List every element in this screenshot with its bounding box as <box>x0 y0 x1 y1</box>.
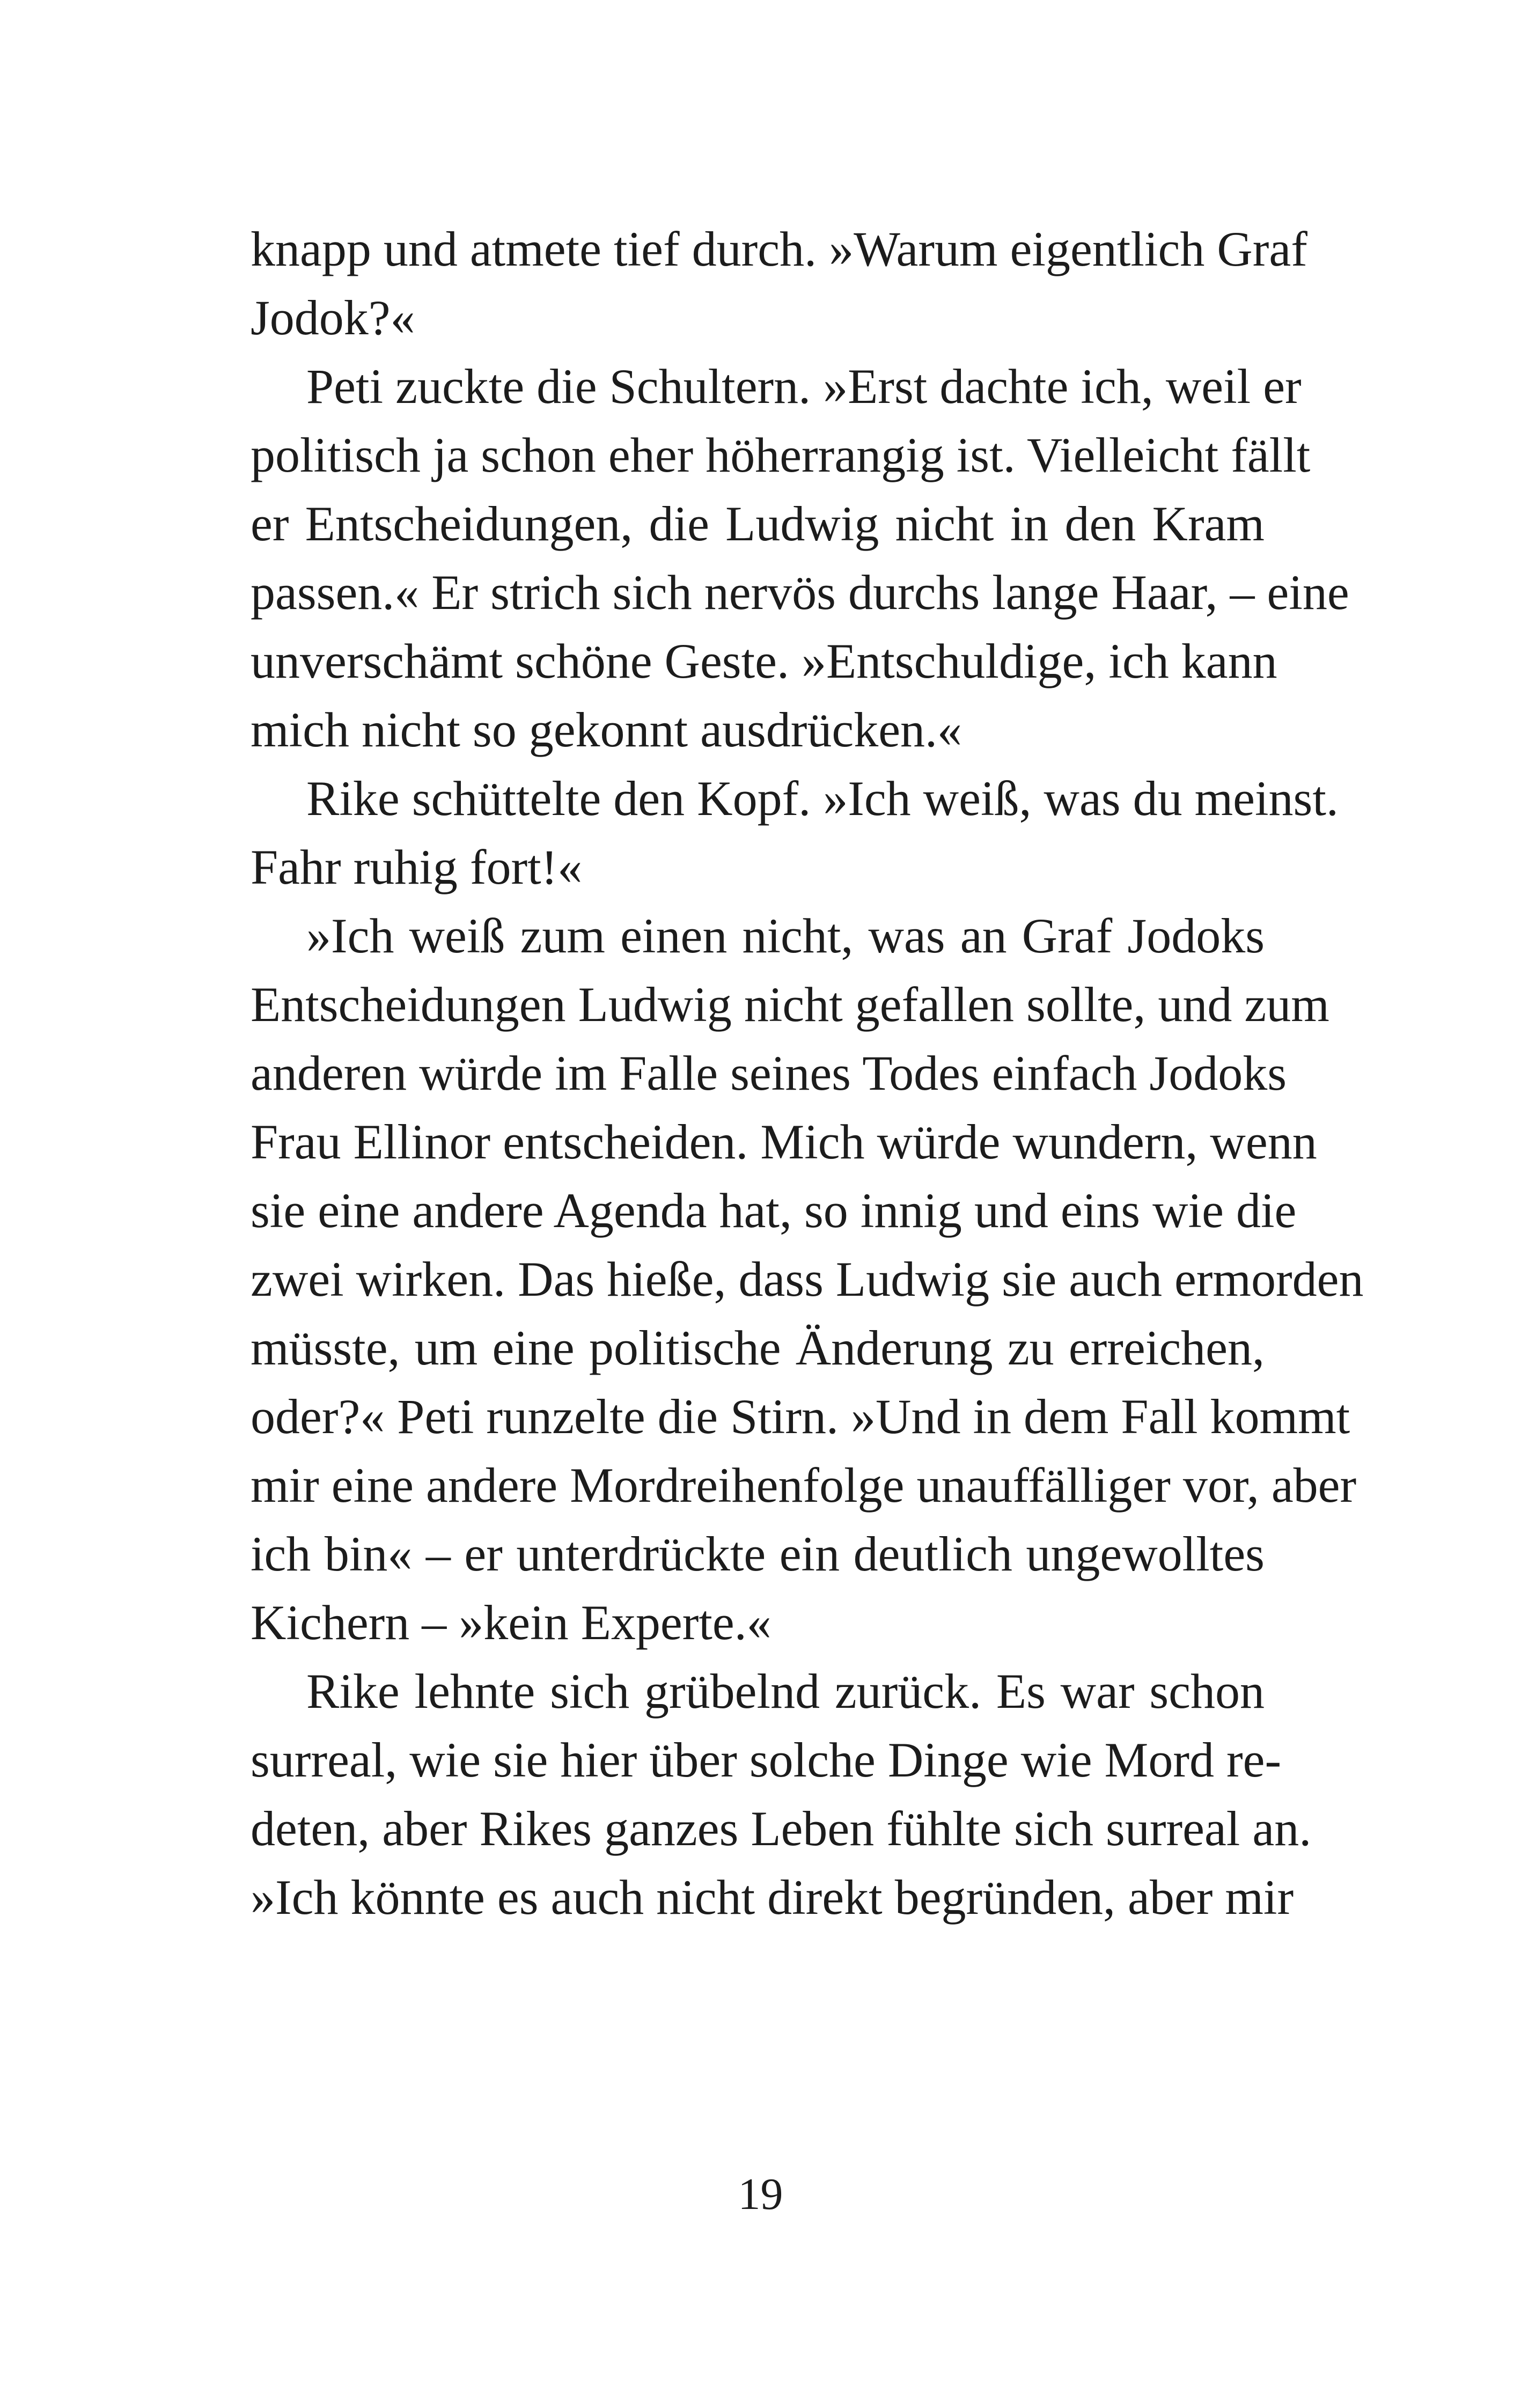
text-line: mich nicht so gekonnt ausdrücken.« <box>251 702 962 757</box>
text-line: er Entscheidungen, die Ludwig nicht in den Kram <box>251 496 1265 551</box>
text-line: zwei wirken. Das hieße, dass Ludwig sie auch ermorden <box>251 1252 1364 1306</box>
text-line: ich bin« – er unterdrückte ein deutlich ungewolltes <box>251 1526 1265 1581</box>
text-line: oder?« Peti runzelte die Stirn. »Und in dem Fall kommt <box>251 1389 1350 1444</box>
text-line: Rike lehnte sich grübelnd zurück. Es war schon <box>306 1664 1265 1719</box>
text-line: knapp und atmete tief durch. »Warum eigentlich Graf <box>251 222 1307 276</box>
text-line: Fahr ruhig fort!« <box>251 840 583 894</box>
text-line: Jodok?« <box>251 290 415 345</box>
page-number: 19 <box>738 2169 783 2219</box>
text-line: Kichern – »kein Experte.« <box>251 1595 771 1650</box>
body-text <box>251 215 1364 1932</box>
text-line: Peti zuckte die Schultern. »Erst dachte ich, weil er <box>306 359 1302 414</box>
text-line: anderen würde im Falle seines Todes einfach Jodoks <box>251 1046 1287 1100</box>
text-line: deten, aber Rikes ganzes Leben fühlte sich surreal an. <box>251 1801 1312 1856</box>
text-line: politisch ja schon eher höherrangig ist. Vielleicht fällt <box>251 428 1311 482</box>
text-line: mir eine andere Mordreihenfolge unauffälliger vor, aber <box>251 1458 1357 1513</box>
text-line: surreal, wie sie hier über solche Dinge wie Mord re- <box>251 1732 1282 1787</box>
text-line: Frau Ellinor entscheiden. Mich würde wundern, wenn <box>251 1114 1317 1169</box>
text-line: »Ich weiß zum einen nicht, was an Graf Jodoks <box>306 908 1265 963</box>
text-line: müsste, um eine politische Änderung zu erreichen, <box>251 1320 1265 1375</box>
text-line: passen.« Er strich sich nervös durchs lange Haar, – eine <box>251 565 1349 620</box>
text-line: unverschämt schöne Geste. »Entschuldige, ich kann <box>251 634 1277 688</box>
text-line: Entscheidungen Ludwig nicht gefallen sollte, und zum <box>251 977 1329 1032</box>
text-line: »Ich könnte es auch nicht direkt begründen, aber mir <box>251 1870 1294 1925</box>
text-line: sie eine andere Agenda hat, so innig und eins wie die <box>251 1183 1297 1238</box>
text-line: Rike schüttelte den Kopf. »Ich weiß, was du meinst. <box>306 771 1339 826</box>
